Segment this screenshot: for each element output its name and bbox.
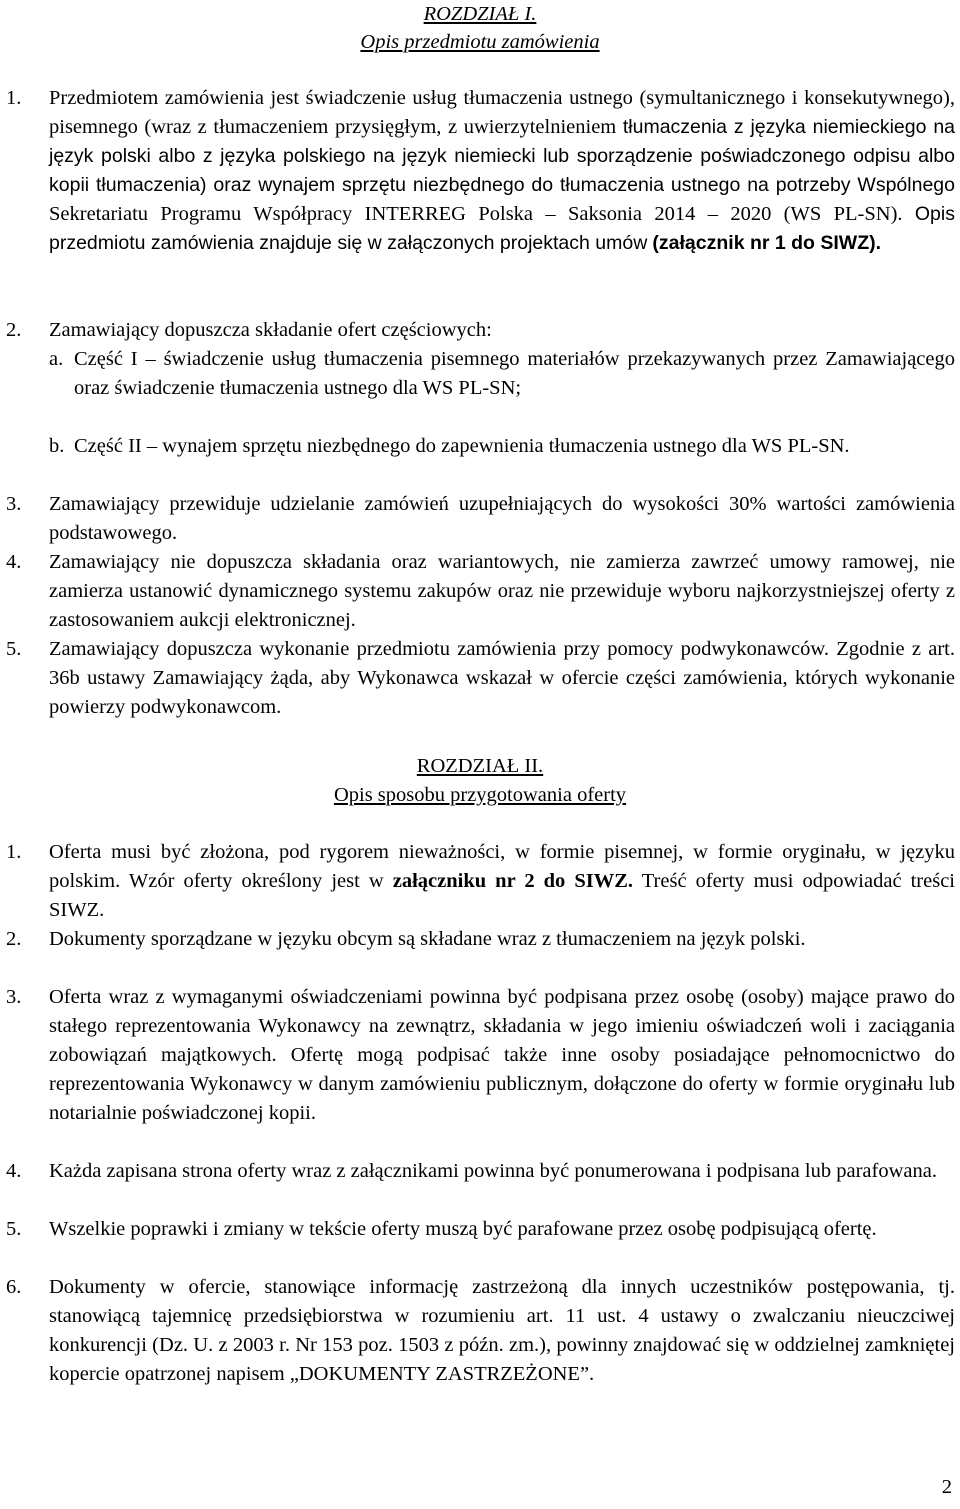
attachment-reference: (załącznik nr 1 do SIWZ). (652, 232, 882, 254)
item-number: 2. (6, 319, 22, 341)
item-number: 1. (6, 841, 22, 863)
item-text: tłumaczenia z języka niemieckiego na język polski albo z języka polskiego na język niemiecki lub sporządzenie poświadczonego odpisu albo kopii tłumaczenia) oraz wynajem sprzętu niezbędnego do tłumaczenia ustnego na potrzeby Wspólnego (49, 116, 956, 196)
chapter-2-subtitle: Opis sposobu przygotowania oferty (333, 784, 627, 806)
chapter-2-item-1 (49, 838, 955, 925)
item-number: 5. (6, 1218, 22, 1240)
item-text: Oferta musi być złożona, pod rygorem nieważności, w formie pisemnej, w formie oryginału, w języku polskim. Wzór oferty określony jest w (49, 841, 955, 892)
item-number: 4. (6, 1160, 22, 1182)
chapter-1-subitem-b: Część II – wynajem sprzętu niezbędnego do zapewnienia tłumaczenia ustnego dla WS PL-SN. (74, 435, 850, 457)
item-number: 3. (6, 493, 22, 515)
chapter-1-item-2: Zamawiający dopuszcza składanie ofert częściowych: (49, 319, 492, 341)
chapter-1-item-4: Zamawiający nie dopuszcza składania oraz wariantowych, nie zamierza zawrzeć umowy ramowej, nie zamierza ustanowić dynamicznego systemu zakupów oraz nie przewiduje wyboru najkorzystniejszej oferty z zastosowaniem aukcji elektronicznej. (49, 551, 955, 631)
chapter-1-item-3: Zamawiający przewiduje udzielanie zamówień uzupełniających do wysokości 30% wartości zamówienia podstawowego. (49, 493, 955, 544)
chapter-2-item-4: Każda zapisana strona oferty wraz z załącznikami powinna być ponumerowana i podpisana lub parafowana. (49, 1160, 937, 1182)
subitem-letter: a. (49, 348, 64, 370)
item-number: 2. (6, 928, 22, 950)
chapter-1-item-5: Zamawiający dopuszcza wykonanie przedmiotu zamówienia przy pomocy podwykonawców. Zgodnie z art. 36b ustawy Zamawiający żąda, aby Wykonawca wskazał w ofercie części zamówienia, których wykonanie powierzy podwykonawcom. (49, 638, 955, 718)
chapter-1-subtitle: Opis przedmiotu zamówienia (360, 31, 600, 53)
item-text: Treść oferty musi odpowiadać treści SIWZ. (49, 870, 955, 921)
page-number: 2 (941, 1476, 952, 1498)
subitem-letter: b. (49, 435, 65, 457)
item-number: 3. (6, 986, 22, 1008)
item-number: 4. (6, 551, 22, 573)
item-text: Opis przedmiotu zamówienia znajduje się w załączonych projektach umów (49, 203, 955, 254)
chapter-2-item-3: Oferta wraz z wymaganymi oświadczeniami powinna być podpisana przez osobę (osoby) mające prawo do stałego reprezentowania Wykonawcy na zewnątrz, składania w jego imieniu oświadczeń woli i zaciągania zobowiązań majątkowych. Ofertę mogą podpisać także inne osoby posiadające pełnomocnictwo do reprezentowania Wykonawcy w danym zamówieniu publicznym, dołączone do oferty w formie oryginału lub notarialnie poświadczonej kopii. (49, 986, 955, 1124)
item-number: 5. (6, 638, 22, 660)
chapter-2-title: ROZDZIAŁ II. (416, 755, 544, 777)
item-number: 6. (6, 1276, 22, 1298)
chapter-2-item-5: Wszelkie poprawki i zmiany w tekście oferty muszą być parafowane przez osobę podpisującą ofertę. (49, 1218, 877, 1240)
item-text: Przedmiotem zamówienia jest świadczenie usług tłumaczenia ustnego (symultanicznego i konsekutywnego), pisemnego (wraz z tłumaczeniem przysięgłym, z uwierzytelnieniem (49, 87, 955, 138)
chapter-1-title: ROZDZIAŁ I. (423, 3, 537, 25)
item-text: Sekretariatu Programu Współpracy INTERREG Polska – Saksonia 2014 – 2020 (WS PL-SN). (49, 203, 903, 225)
item-number: 1. (6, 87, 22, 109)
chapter-2-item-2: Dokumenty sporządzane w języku obcym są składane wraz z tłumaczeniem na język polski. (49, 928, 806, 950)
chapter-2-item-6: Dokumenty w ofercie, stanowiące informację zastrzeżoną dla innych uczestników postępowania, tj. stanowiącą tajemnicę przedsiębiorstwa w rozumieniu art. 11 ust. 4 ustawy o zwalczaniu nieuczciwej konkurencji (Dz. U. z 2003 r. Nr 153 poz. 1503 z późn. zm.), powinny znajdować się w oddzielnej zamkniętej kopercie opatrzonej napisem „DOKUMENTY ZASTRZEŻONE”. (49, 1276, 955, 1385)
attachment-reference: załączniku nr 2 do SIWZ. (392, 870, 634, 892)
chapter-1-subitem-a: Część I – świadczenie usług tłumaczenia pisemnego materiałów przekazywanych przez Zamawiającego oraz świadczenie tłumaczenia ustnego dla WS PL-SN; (74, 348, 955, 399)
chapter-1-item-1 (49, 84, 955, 258)
